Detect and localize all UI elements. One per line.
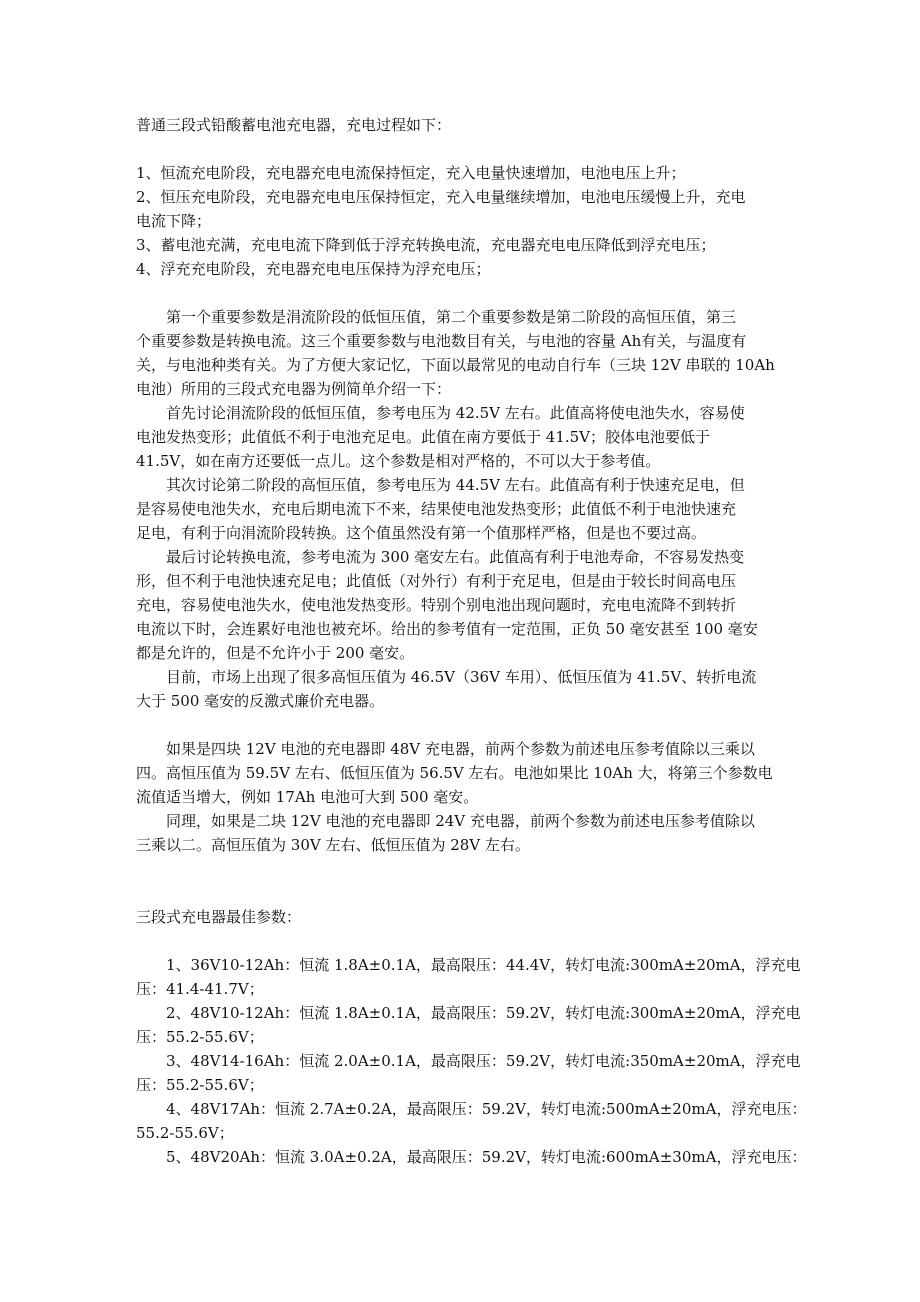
body-line: 大于 500 毫安的反激式廉价充电器。 bbox=[136, 692, 385, 710]
params-title: 三段式充电器最佳参数： bbox=[136, 908, 302, 926]
body-line: 电池发热变形；此值低不利于电池充足电。此值在南方要低于 41.5V；胶体电池要低于 bbox=[136, 428, 711, 446]
param-line: 压：55.2-55.6V； bbox=[136, 1028, 264, 1046]
blank-line bbox=[136, 281, 826, 305]
param-line: 4、48V17Ah：恒流 2.7A±0.2A，最高限压：59.2V，转灯电流:500mA±20mA，浮充电压： bbox=[166, 1100, 807, 1118]
stage-line: 2、恒压充电阶段，充电器充电电压保持恒定，充入电量继续增加，电池电压缓慢上升，充电 bbox=[136, 188, 746, 206]
body-line: 四。高恒压值为 59.5V 左右、低恒压值为 56.5V 左右。电池如果比 10Ah 大，将第三个参数电 bbox=[136, 764, 773, 782]
body-line: 形，但不利于电池快速充足电；此值低（对外行）有利于充足电，但是由于较长时间高电压 bbox=[136, 572, 737, 590]
body-line: 41.5V，如在南方还要低一点儿。这个参数是相对严格的，不可以大于参考值。 bbox=[136, 452, 661, 470]
param-line: 55.2-55.6V； bbox=[136, 1124, 234, 1142]
body-line: 三乘以二。高恒压值为 30V 左右、低恒压值为 28V 左右。 bbox=[136, 836, 530, 854]
body-line: 同理，如果是二块 12V 电池的充电器即 24V 充电器，前两个参数为前述电压参考值除以 bbox=[166, 812, 755, 830]
param-line: 3、48V14-16Ah：恒流 2.0A±0.1A，最高限压：59.2V，转灯电流:350mA±20mA，浮充电 bbox=[166, 1052, 801, 1070]
body-line: 如果是四块 12V 电池的充电器即 48V 充电器，前两个参数为前述电压参考值除以三乘以 bbox=[166, 740, 755, 758]
param-line: 1、36V10-12Ah：恒流 1.8A±0.1A，最高限压：44.4V，转灯电流:300mA±20mA，浮充电 bbox=[166, 956, 801, 974]
body-line: 流值适当增大，例如 17Ah 电池可大到 500 毫安。 bbox=[136, 788, 479, 806]
blank-line bbox=[136, 857, 826, 881]
body-line: 足电，有利于向涓流阶段转换。这个值虽然没有第一个值那样严格，但是也不要过高。 bbox=[136, 524, 707, 542]
intro-line: 普通三段式铅酸蓄电池充电器，充电过程如下： bbox=[136, 116, 452, 134]
blank-line bbox=[136, 137, 826, 161]
param-line: 2、48V10-12Ah：恒流 1.8A±0.1A，最高限压：59.2V，转灯电流:300mA±20mA，浮充电 bbox=[166, 1004, 801, 1022]
blank-line bbox=[136, 929, 826, 953]
param-line: 压：55.2-55.6V； bbox=[136, 1076, 264, 1094]
document-page bbox=[136, 0, 826, 1209]
body-line: 第一个重要参数是涓流阶段的低恒压值，第二个重要参数是第二阶段的高恒压值，第三 bbox=[166, 308, 737, 326]
blank-line bbox=[136, 881, 826, 905]
param-line: 5、48V20Ah：恒流 3.0A±0.2A，最高限压：59.2V，转灯电流:600mA±30mA，浮充电压： bbox=[166, 1148, 807, 1166]
body-line: 充电，容易使电池失水，使电池发热变形。特别个别电池出现问题时，充电电流降不到转折 bbox=[136, 596, 737, 614]
body-line: 是容易使电池失水，充电后期电流下不来，结果使电池发热变形；此值低不利于电池快速充 bbox=[136, 500, 737, 518]
param-line: 压：41.4-41.7V； bbox=[136, 980, 264, 998]
body-line: 最后讨论转换电流，参考电流为 300 毫安左右。此值高有利于电池寿命，不容易发热变 bbox=[166, 548, 745, 566]
blank-line bbox=[136, 713, 826, 737]
body-line: 目前，市场上出现了很多高恒压值为 46.5V（36V 车用）、低恒压值为 41.5V、转折电流 bbox=[166, 668, 757, 686]
body-line: 其次讨论第二阶段的高恒压值，参考电压为 44.5V 左右。此值高有利于快速充足电，但 bbox=[166, 476, 745, 494]
body-line: 电池）所用的三段式充电器为例简单介绍一下： bbox=[136, 380, 452, 398]
body-line: 首先讨论涓流阶段的低恒压值，参考电压为 42.5V 左右。此值高将使电池失水，容易使 bbox=[166, 404, 745, 422]
body-line: 个重要参数是转换电流。这三个重要参数与电池数目有关，与电池的容量 Ah有关，与温度有 bbox=[136, 332, 747, 350]
body-line: 都是允许的，但是不允许小于 200 毫安。 bbox=[136, 644, 415, 662]
body-line: 电流以下时，会连累好电池也被充坏。给出的参考值有一定范围，正负 50 毫安甚至 100 毫安 bbox=[136, 620, 758, 638]
stage-line: 3、蓄电池充满，充电电流下降到低于浮充转换电流，充电器充电电压降低到浮充电压； bbox=[136, 236, 716, 254]
stage-line: 1、恒流充电阶段，充电器充电电流保持恒定，充入电量快速增加，电池电压上升； bbox=[136, 164, 686, 182]
body-line: 关，与电池种类有关。为了方便大家记忆，下面以最常见的电动自行车（三块 12V 串联的 10Ah bbox=[136, 356, 775, 374]
stage-line: 4、浮充充电阶段，充电器充电电压保持为浮充电压； bbox=[136, 260, 491, 278]
stage-line: 电流下降； bbox=[136, 212, 212, 230]
